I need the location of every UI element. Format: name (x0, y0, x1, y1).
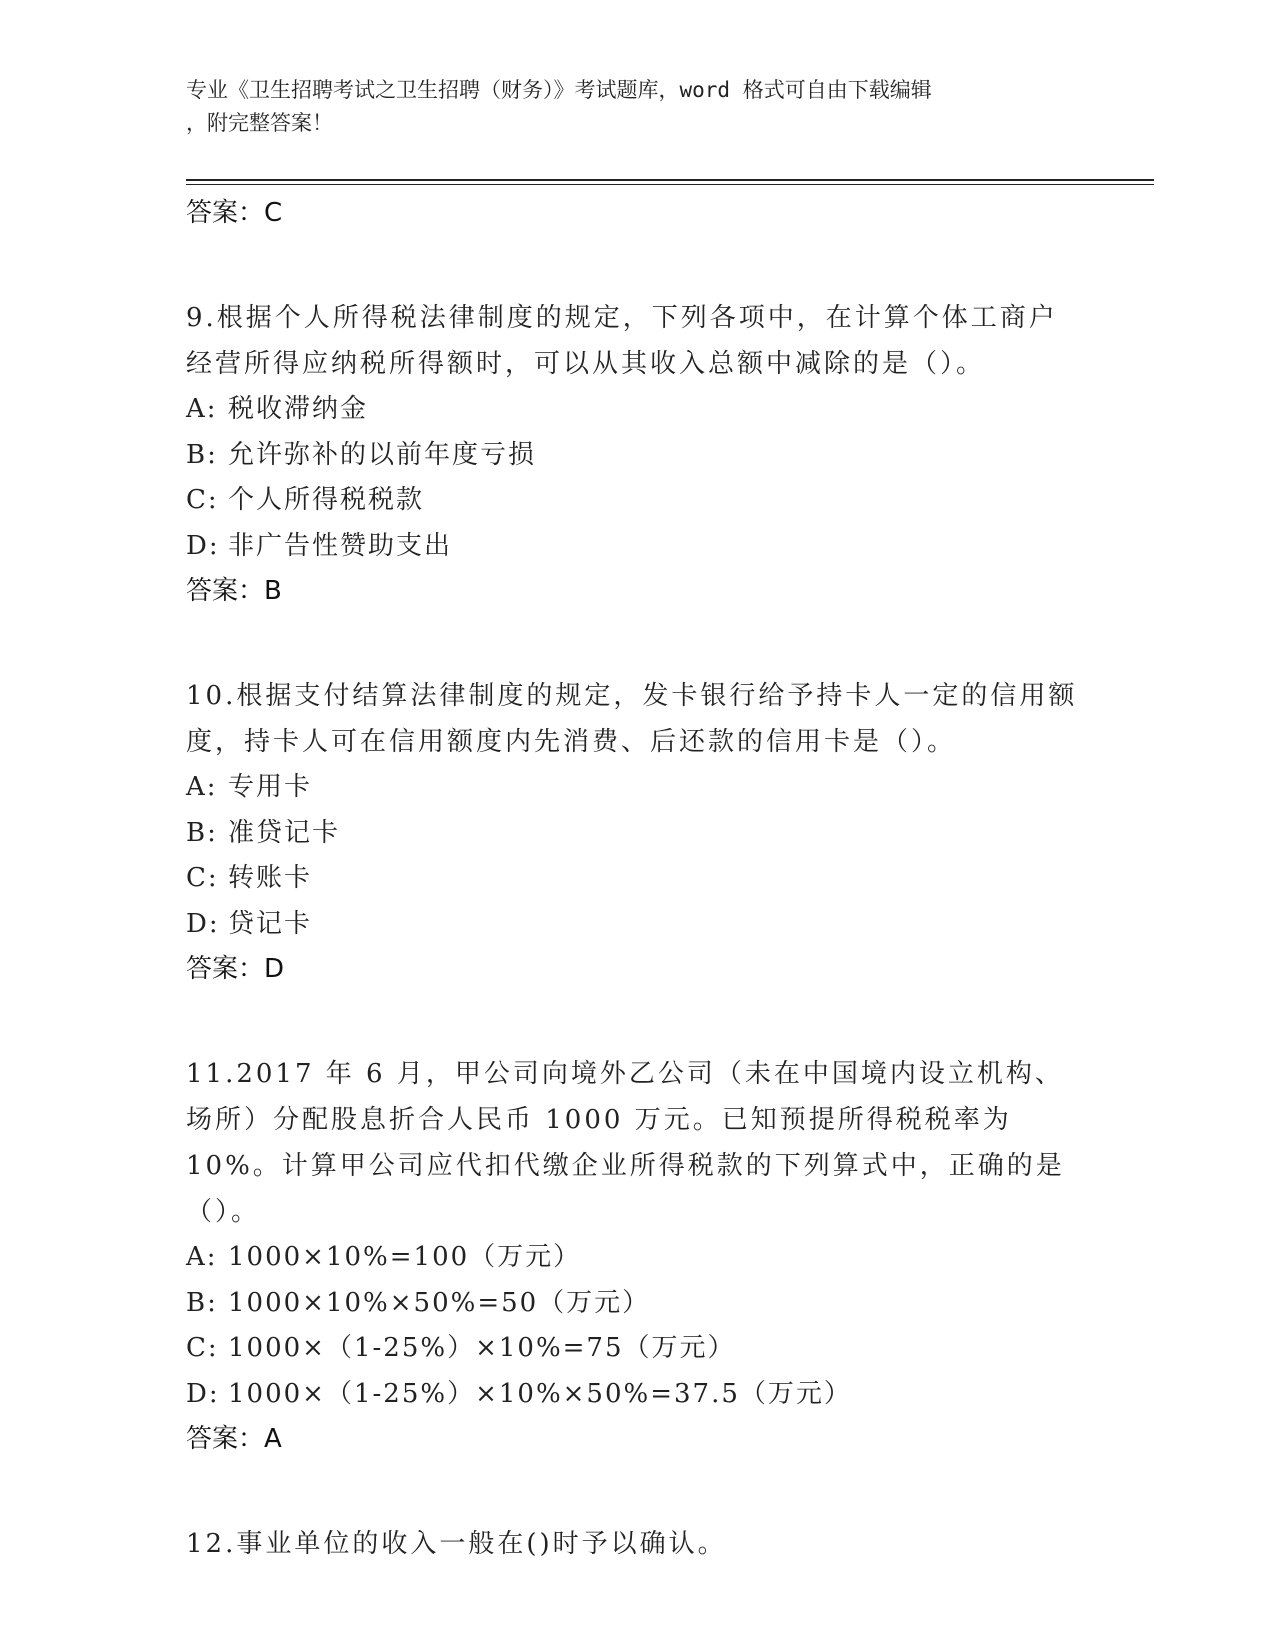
option-d (186, 1372, 1086, 1418)
question-text: 9.根据个人所得税法律制度的规定，下列各项中，在计算个体工商户经营所得应纳税所得额时，可以从其收入总额中减除的是（）。 (186, 303, 1058, 379)
option-c (186, 856, 1086, 902)
header-line-2: ，附完整答案！ (186, 111, 333, 135)
question-item (186, 1521, 1086, 1567)
option-letter: A: (186, 772, 218, 802)
option-letter: D: (186, 1378, 220, 1409)
option-b (186, 433, 1086, 479)
question-text: 10.根据支付结算法律制度的规定，发卡银行给予持卡人一定的信用额度，持卡人可在信用额度内先消费、后还款的信用卡是（）。 (186, 681, 1078, 757)
option-letter: D: (186, 908, 220, 939)
option-letter: C: (186, 485, 219, 515)
option-text: 贷记卡 (228, 908, 313, 939)
option-d (186, 902, 1086, 948)
option-letter: B: (186, 817, 218, 848)
option-d (186, 524, 1086, 570)
option-a (186, 387, 1086, 433)
option-text: 转账卡 (228, 863, 313, 893)
answer-label: 答案：D (186, 954, 285, 984)
header-line-1: 专业《卫生招聘考试之卫生招聘（财务）》考试题库，word 格式可自由下载编辑 (186, 78, 932, 102)
option-c (186, 1326, 1086, 1372)
question-text: 12.事业单位的收入一般在()时予以确认。 (186, 1529, 727, 1559)
option-letter: B: (186, 1287, 218, 1318)
option-letter: C: (186, 863, 219, 893)
option-letter: A: (186, 1242, 218, 1272)
header-divider-thin (186, 184, 1154, 185)
header-divider-thick (186, 179, 1154, 181)
option-a (186, 1235, 1086, 1281)
option-letter: C: (186, 1333, 219, 1363)
option-b (186, 811, 1086, 857)
answer-label: 答案：C (186, 198, 283, 228)
question-list (186, 191, 1086, 1567)
option-text: 准贷记卡 (228, 817, 341, 848)
option-letter: D: (186, 530, 220, 561)
option-letter: A: (186, 394, 218, 424)
option-text: 专用卡 (228, 772, 313, 802)
question-item (186, 295, 1086, 613)
question-item (186, 673, 1086, 991)
answer-label: 答案：A (186, 1424, 282, 1454)
answer-label: 答案：B (186, 576, 282, 606)
document-header (186, 74, 1086, 140)
option-text: 1000×10%=100（万元） (228, 1242, 582, 1272)
option-a (186, 765, 1086, 811)
option-text: 1000×（1-25%）×10%=75（万元） (228, 1333, 736, 1363)
option-text: 1000×（1-25%）×10%×50%=37.5（万元） (228, 1378, 852, 1409)
question-text: 11.2017 年 6 月，甲公司向境外乙公司（未在中国境内设立机构、场所）分配股息折合人民币 1000 万元。已知预提所得税税率为 10%。计算甲公司应代扣代缴企业所得税款的下列算式中，正确的是（）。 (186, 1059, 1065, 1227)
option-text: 1000×10%×50%=50（万元） (228, 1287, 651, 1318)
option-text: 允许弥补的以前年度亏损 (228, 439, 537, 470)
option-text: 非广告性赞助支出 (228, 530, 453, 561)
option-text: 税收滞纳金 (228, 394, 369, 424)
option-letter: B: (186, 439, 218, 470)
option-c (186, 478, 1086, 524)
option-b (186, 1281, 1086, 1327)
option-text: 个人所得税税款 (228, 485, 425, 515)
question-item (186, 1051, 1086, 1461)
